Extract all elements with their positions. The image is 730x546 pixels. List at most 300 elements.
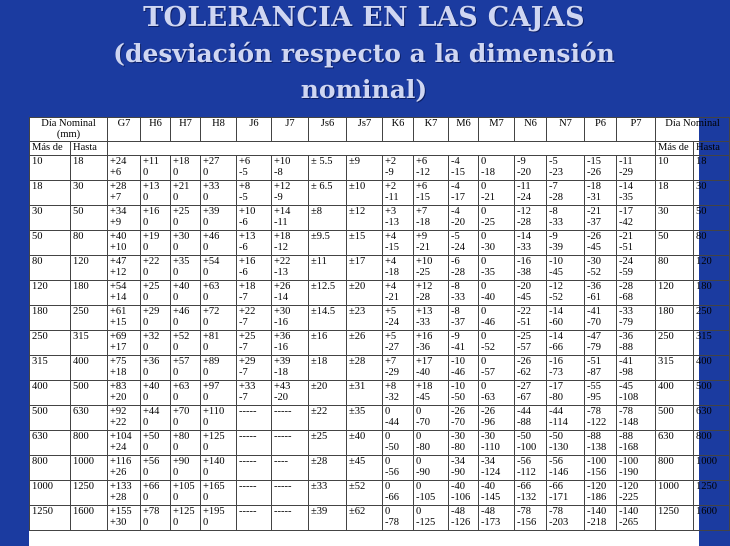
tolerance-table xyxy=(29,117,730,531)
cell-j7 xyxy=(272,381,309,406)
cell-k7-lower: -45 xyxy=(416,392,431,403)
cell-m7-lower: -124 xyxy=(481,467,501,478)
cell-n6-lower: -132 xyxy=(517,492,537,503)
cell-m7 xyxy=(479,431,515,456)
cell-n7-lower: -73 xyxy=(549,367,564,378)
cell-from-right: 80 xyxy=(656,256,694,281)
cell-g7-lower: +15 xyxy=(110,317,127,328)
cell-m6 xyxy=(449,156,479,181)
cell-k6-upper: 0 xyxy=(385,506,391,517)
cell-m6 xyxy=(449,456,479,481)
table-row xyxy=(30,381,730,406)
cell-j6 xyxy=(237,381,272,406)
cell-from-right: 10 xyxy=(656,156,694,181)
cell-to: 1000 xyxy=(71,456,108,481)
cell-j7-upper: +39 xyxy=(274,356,291,367)
cell-js6: ±11 xyxy=(309,256,347,281)
cell-to-right: 800 xyxy=(694,431,730,456)
cell-from: 180 xyxy=(30,306,71,331)
cell-p6-lower: -218 xyxy=(587,517,607,528)
cell-h7-lower: 0 xyxy=(173,367,179,378)
cell-n7-lower: -80 xyxy=(549,392,564,403)
header-grade-j7: J7 xyxy=(272,118,309,142)
table-row xyxy=(30,281,730,306)
cell-n6-upper: -26 xyxy=(517,356,532,367)
cell-g7 xyxy=(108,356,141,381)
cell-n6-upper: -22 xyxy=(517,306,532,317)
cell-j7-upper: +18 xyxy=(274,231,291,242)
cell-k7-lower: -21 xyxy=(416,242,431,253)
cell-p6-lower: -26 xyxy=(587,167,602,178)
cell-h6-lower: 0 xyxy=(143,167,149,178)
cell-p7-upper: -33 xyxy=(619,306,634,317)
cell-k7 xyxy=(414,406,449,431)
header-grade-n6: N6 xyxy=(515,118,547,142)
cell-to-right: 180 xyxy=(694,281,730,306)
cell-to-right: 50 xyxy=(694,206,730,231)
cell-j7-lower: -20 xyxy=(274,392,289,403)
cell-to: 800 xyxy=(71,431,108,456)
cell-to: 18 xyxy=(71,156,108,181)
cell-js6: ±28 xyxy=(309,456,347,481)
cell-h7-lower: 0 xyxy=(173,442,179,453)
cell-j7-upper: +36 xyxy=(274,331,291,342)
cell-j6-upper: ----- xyxy=(239,506,257,517)
cell-n6-lower: -33 xyxy=(517,242,532,253)
cell-g7 xyxy=(108,431,141,456)
cell-n7 xyxy=(547,506,585,531)
cell-h8 xyxy=(201,181,237,206)
cell-to: 400 xyxy=(71,356,108,381)
cell-k7 xyxy=(414,431,449,456)
cell-h7-lower: 0 xyxy=(173,517,179,528)
header-grade-g7: G7 xyxy=(108,118,141,142)
cell-from: 18 xyxy=(30,181,71,206)
cell-h6 xyxy=(141,406,171,431)
cell-h6-lower: 0 xyxy=(143,292,149,303)
cell-m7 xyxy=(479,356,515,381)
cell-h8 xyxy=(201,481,237,506)
cell-h8-upper: +165 xyxy=(203,481,225,492)
cell-n7 xyxy=(547,181,585,206)
cell-h6-upper: +13 xyxy=(143,181,160,192)
cell-g7-upper: +40 xyxy=(110,231,127,242)
cell-from: 1000 xyxy=(30,481,71,506)
cell-p7-upper: -120 xyxy=(619,481,639,492)
cell-m7 xyxy=(479,256,515,281)
cell-h7-upper: +80 xyxy=(173,431,190,442)
cell-k7-upper: +18 xyxy=(416,381,433,392)
cell-to: 1600 xyxy=(71,506,108,531)
cell-j7-lower: -9 xyxy=(274,192,283,203)
cell-n6-upper: -11 xyxy=(517,181,531,192)
cell-js6: ±14.5 xyxy=(309,306,347,331)
cell-k6-lower: -27 xyxy=(385,342,400,353)
cell-k7-lower: -18 xyxy=(416,217,431,228)
cell-h7-upper: +63 xyxy=(173,381,190,392)
cell-js6: ±22 xyxy=(309,406,347,431)
cell-m6 xyxy=(449,306,479,331)
cell-k7 xyxy=(414,331,449,356)
cell-js6: ± 5.5 xyxy=(309,156,347,181)
cell-n6-lower: -51 xyxy=(517,317,532,328)
cell-j7 xyxy=(272,331,309,356)
cell-h8 xyxy=(201,231,237,256)
cell-j7-upper: ---- xyxy=(274,456,289,467)
cell-js7: ±62 xyxy=(347,506,383,531)
cell-j6-upper: ----- xyxy=(239,456,257,467)
cell-n6 xyxy=(515,481,547,506)
cell-h8-upper: +72 xyxy=(203,306,220,317)
cell-h8 xyxy=(201,506,237,531)
cell-h8-upper: +39 xyxy=(203,206,220,217)
cell-n6 xyxy=(515,506,547,531)
cell-j7 xyxy=(272,481,309,506)
cell-js7: ±31 xyxy=(347,381,383,406)
cell-m6-upper: -6 xyxy=(451,256,460,267)
cell-p7 xyxy=(617,456,656,481)
cell-n7 xyxy=(547,256,585,281)
cell-js7: ±52 xyxy=(347,481,383,506)
cell-h8-upper: +125 xyxy=(203,431,225,442)
cell-m6-upper: -48 xyxy=(451,506,466,517)
cell-h6-upper: +78 xyxy=(143,506,160,517)
cell-j6-lower: -7 xyxy=(239,392,248,403)
cell-j6-upper: +18 xyxy=(239,281,256,292)
cell-k6 xyxy=(383,481,414,506)
cell-h7-lower: 0 xyxy=(173,417,179,428)
cell-h6-upper: +44 xyxy=(143,406,160,417)
cell-p6-lower: -45 xyxy=(587,242,602,253)
cell-h6 xyxy=(141,431,171,456)
cell-k6 xyxy=(383,256,414,281)
cell-k7-upper: +7 xyxy=(416,206,428,217)
cell-k7-lower: -15 xyxy=(416,192,431,203)
cell-k6 xyxy=(383,231,414,256)
cell-m7-upper: 0 xyxy=(481,306,487,317)
cell-j7 xyxy=(272,256,309,281)
cell-p7-lower: -88 xyxy=(619,342,634,353)
cell-to-right: 1250 xyxy=(694,481,730,506)
cell-p7-upper: -100 xyxy=(619,456,639,467)
cell-p6-upper: -30 xyxy=(587,256,602,267)
cell-h7 xyxy=(171,506,201,531)
cell-m6 xyxy=(449,356,479,381)
cell-g7-upper: +69 xyxy=(110,331,127,342)
cell-h6 xyxy=(141,331,171,356)
cell-n7-lower: -171 xyxy=(549,492,569,503)
cell-j7-lower: -16 xyxy=(274,317,289,328)
cell-to-right: 80 xyxy=(694,231,730,256)
cell-to: 30 xyxy=(71,181,108,206)
cell-p6-upper: -55 xyxy=(587,381,602,392)
cell-m7-upper: 0 xyxy=(481,331,487,342)
cell-p7 xyxy=(617,156,656,181)
cell-p6-upper: -18 xyxy=(587,181,602,192)
cell-m7-upper: 0 xyxy=(481,206,487,217)
cell-to-right: 400 xyxy=(694,356,730,381)
cell-from: 50 xyxy=(30,231,71,256)
cell-p7-lower: -265 xyxy=(619,517,639,528)
cell-h8-lower: 0 xyxy=(203,417,209,428)
cell-h7 xyxy=(171,406,201,431)
cell-p6-lower: -186 xyxy=(587,492,607,503)
cell-n7-upper: -44 xyxy=(549,406,564,417)
cell-p6 xyxy=(585,256,617,281)
cell-m6-lower: -41 xyxy=(451,342,466,353)
cell-j7-upper: +10 xyxy=(274,156,291,167)
cell-h8 xyxy=(201,256,237,281)
cell-from-right: 50 xyxy=(656,231,694,256)
table-row xyxy=(30,306,730,331)
cell-g7-lower: +6 xyxy=(110,167,122,178)
table-row xyxy=(30,156,730,181)
cell-from-right: 18 xyxy=(656,181,694,206)
cell-h7-upper: +90 xyxy=(173,456,190,467)
cell-m6-lower: -126 xyxy=(451,517,471,528)
header-grade-p7: P7 xyxy=(617,118,656,142)
cell-j6 xyxy=(237,356,272,381)
table-row xyxy=(30,256,730,281)
cell-p7 xyxy=(617,481,656,506)
cell-k7-lower: -90 xyxy=(416,467,431,478)
cell-m7-upper: -30 xyxy=(481,431,496,442)
cell-h7 xyxy=(171,481,201,506)
cell-js7: ±40 xyxy=(347,431,383,456)
cell-h6-upper: +29 xyxy=(143,306,160,317)
cell-m7-lower: -145 xyxy=(481,492,501,503)
cell-k7-lower: -80 xyxy=(416,442,431,453)
cell-k6-upper: +7 xyxy=(385,356,397,367)
cell-m7-lower: -40 xyxy=(481,292,496,303)
cell-p7-lower: -108 xyxy=(619,392,639,403)
cell-m6 xyxy=(449,481,479,506)
cell-h7 xyxy=(171,381,201,406)
cell-n6-upper: -25 xyxy=(517,331,532,342)
cell-h7-lower: 0 xyxy=(173,267,179,278)
cell-h7 xyxy=(171,156,201,181)
cell-g7-lower: +30 xyxy=(110,517,127,528)
cell-h6-lower: 0 xyxy=(143,517,149,528)
cell-g7-lower: +12 xyxy=(110,267,127,278)
cell-m6 xyxy=(449,506,479,531)
cell-k7-lower: -125 xyxy=(416,517,436,528)
cell-m6-lower: -80 xyxy=(451,442,466,453)
cell-p6-lower: -31 xyxy=(587,192,602,203)
cell-k6-upper: +2 xyxy=(385,156,397,167)
cell-j6-upper: +29 xyxy=(239,356,256,367)
cell-h8-lower: 0 xyxy=(203,467,209,478)
cell-from-right: 400 xyxy=(656,381,694,406)
cell-h6-upper: +40 xyxy=(143,381,160,392)
cell-k6 xyxy=(383,156,414,181)
cell-j7-lower: -16 xyxy=(274,342,289,353)
cell-h6-upper: +25 xyxy=(143,281,160,292)
cell-n6-lower: -100 xyxy=(517,442,537,453)
cell-from: 80 xyxy=(30,256,71,281)
cell-h7-upper: +57 xyxy=(173,356,190,367)
cell-k6-upper: +8 xyxy=(385,381,397,392)
cell-k6 xyxy=(383,381,414,406)
cell-p6-lower: -87 xyxy=(587,367,602,378)
cell-n6 xyxy=(515,456,547,481)
cell-p6 xyxy=(585,281,617,306)
header-row-range xyxy=(30,142,730,156)
cell-m6-lower: -28 xyxy=(451,267,466,278)
cell-j6-lower: -6 xyxy=(239,267,248,278)
cell-g7-upper: +75 xyxy=(110,356,127,367)
cell-m7-lower: -63 xyxy=(481,392,496,403)
cell-n6-upper: -56 xyxy=(517,456,532,467)
cell-m6 xyxy=(449,256,479,281)
table-row xyxy=(30,431,730,456)
cell-to-right: 30 xyxy=(694,181,730,206)
cell-n7 xyxy=(547,206,585,231)
cell-p7-upper: -78 xyxy=(619,406,634,417)
cell-j6-lower: -6 xyxy=(239,217,248,228)
cell-n7-lower: -28 xyxy=(549,192,564,203)
cell-p6 xyxy=(585,156,617,181)
cell-m7-upper: 0 xyxy=(481,356,487,367)
cell-h6 xyxy=(141,156,171,181)
cell-g7 xyxy=(108,231,141,256)
cell-k6-lower: -24 xyxy=(385,317,400,328)
cell-g7-lower: +22 xyxy=(110,417,127,428)
cell-g7 xyxy=(108,506,141,531)
cell-m6 xyxy=(449,331,479,356)
cell-p7-upper: -21 xyxy=(619,231,634,242)
cell-h6-lower: 0 xyxy=(143,442,149,453)
cell-k6 xyxy=(383,281,414,306)
cell-from-right: 180 xyxy=(656,306,694,331)
cell-h8-upper: +195 xyxy=(203,506,225,517)
cell-h6 xyxy=(141,181,171,206)
cell-g7 xyxy=(108,281,141,306)
cell-j6 xyxy=(237,456,272,481)
cell-m7-upper: 0 xyxy=(481,281,487,292)
cell-j6 xyxy=(237,281,272,306)
cell-m6-upper: -5 xyxy=(451,231,460,242)
cell-j7-lower: -12 xyxy=(274,242,289,253)
cell-h8-lower: 0 xyxy=(203,342,209,353)
cell-h7-upper: +52 xyxy=(173,331,190,342)
cell-p7 xyxy=(617,231,656,256)
cell-n6-upper: -20 xyxy=(517,281,532,292)
cell-j6 xyxy=(237,206,272,231)
cell-j7 xyxy=(272,506,309,531)
cell-m6-upper: -8 xyxy=(451,281,460,292)
cell-k6-upper: +5 xyxy=(385,306,397,317)
cell-k6-upper: +4 xyxy=(385,231,397,242)
cell-p7-lower: -225 xyxy=(619,492,639,503)
cell-k6-upper: +5 xyxy=(385,331,397,342)
cell-k7 xyxy=(414,206,449,231)
cell-from-right: 30 xyxy=(656,206,694,231)
cell-h8-lower: 0 xyxy=(203,392,209,403)
cell-n7-upper: -66 xyxy=(549,481,564,492)
cell-m6-upper: -30 xyxy=(451,431,466,442)
cell-to: 315 xyxy=(71,331,108,356)
cell-n6 xyxy=(515,406,547,431)
cell-n7-lower: -23 xyxy=(549,167,564,178)
header-grade-h8: H8 xyxy=(201,118,237,142)
cell-m6-lower: -90 xyxy=(451,467,466,478)
cell-k7 xyxy=(414,281,449,306)
cell-h6-upper: +22 xyxy=(143,256,160,267)
cell-p7 xyxy=(617,206,656,231)
cell-p7-upper: -140 xyxy=(619,506,639,517)
cell-g7 xyxy=(108,206,141,231)
cell-h6-upper: +36 xyxy=(143,356,160,367)
cell-m7 xyxy=(479,306,515,331)
cell-p6-upper: -15 xyxy=(587,156,602,167)
cell-m6-upper: -4 xyxy=(451,181,460,192)
cell-from: 1250 xyxy=(30,506,71,531)
cell-k6-lower: -9 xyxy=(385,167,394,178)
cell-g7-lower: +26 xyxy=(110,467,127,478)
cell-g7 xyxy=(108,481,141,506)
page-subtitle: (desviación respecto a la dimensión nominal) xyxy=(113,39,615,104)
header-grade-n7: N7 xyxy=(547,118,585,142)
cell-n7-upper: -9 xyxy=(549,231,558,242)
cell-m6 xyxy=(449,431,479,456)
cell-k6 xyxy=(383,356,414,381)
cell-to-right: 250 xyxy=(694,306,730,331)
cell-m7-lower: -173 xyxy=(481,517,501,528)
tolerance-table-body xyxy=(30,118,730,531)
cell-k6-lower: -29 xyxy=(385,367,400,378)
cell-k7 xyxy=(414,181,449,206)
cell-n7 xyxy=(547,456,585,481)
cell-k7-upper: 0 xyxy=(416,481,422,492)
cell-k6-lower: -50 xyxy=(385,442,400,453)
cell-n6 xyxy=(515,281,547,306)
cell-k6-lower: -21 xyxy=(385,292,400,303)
cell-to: 1250 xyxy=(71,481,108,506)
cell-n6 xyxy=(515,181,547,206)
cell-n7 xyxy=(547,331,585,356)
cell-h7-lower: 0 xyxy=(173,292,179,303)
cell-h7 xyxy=(171,206,201,231)
cell-h7-upper: +18 xyxy=(173,156,190,167)
cell-n7-lower: -130 xyxy=(549,442,569,453)
cell-m7-lower: -110 xyxy=(481,442,500,453)
cell-p7 xyxy=(617,331,656,356)
cell-m6-lower: -37 xyxy=(451,317,466,328)
cell-h6-lower: 0 xyxy=(143,392,149,403)
cell-m7-upper: 0 xyxy=(481,256,487,267)
cell-g7-upper: +47 xyxy=(110,256,127,267)
cell-h6 xyxy=(141,481,171,506)
cell-n6-upper: -16 xyxy=(517,256,532,267)
cell-n6-lower: -112 xyxy=(517,467,536,478)
cell-h6 xyxy=(141,306,171,331)
cell-from: 800 xyxy=(30,456,71,481)
cell-p7 xyxy=(617,506,656,531)
cell-n7 xyxy=(547,481,585,506)
cell-g7-lower: +17 xyxy=(110,342,127,353)
cell-p7-lower: -68 xyxy=(619,292,634,303)
cell-m6-upper: -10 xyxy=(451,381,466,392)
cell-h8-upper: +63 xyxy=(203,281,220,292)
cell-h6 xyxy=(141,381,171,406)
cell-js7: ±12 xyxy=(347,206,383,231)
cell-h7 xyxy=(171,281,201,306)
cell-h7 xyxy=(171,456,201,481)
cell-m7-upper: -34 xyxy=(481,456,496,467)
cell-m7-lower: -18 xyxy=(481,167,496,178)
cell-m7-lower: -96 xyxy=(481,417,496,428)
